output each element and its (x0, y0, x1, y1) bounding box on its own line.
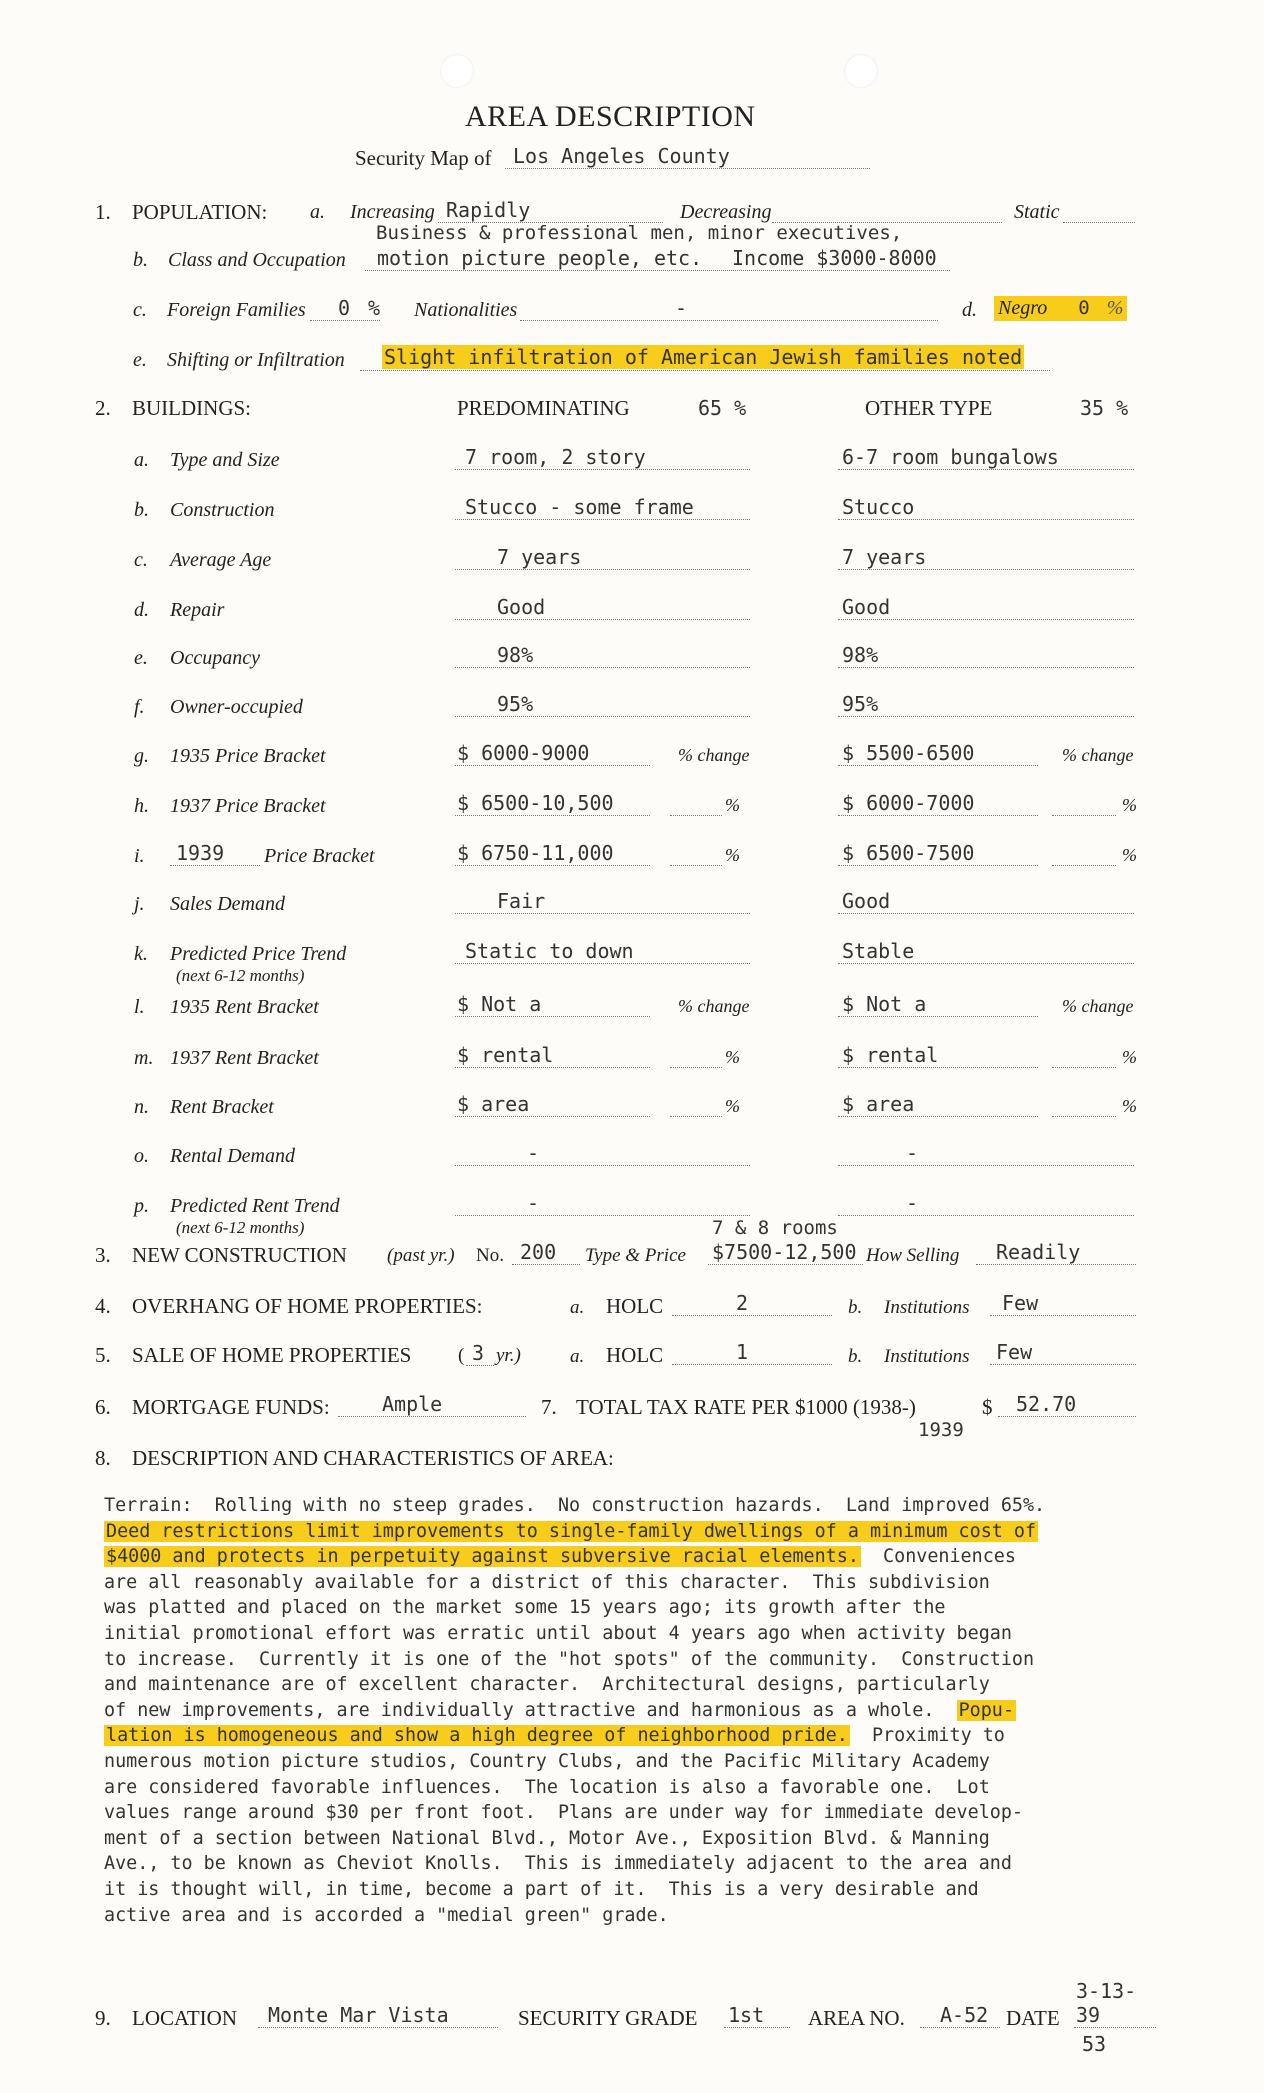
building-row-letter: p. (134, 1195, 149, 1217)
how-selling-value: Readily (996, 1240, 1081, 1264)
building-row-pred-field (455, 791, 650, 816)
building-row-other-suffix: % (1122, 795, 1137, 815)
shifting-label: Shifting or Infiltration (167, 349, 345, 371)
type-note: 7 & 8 rooms (712, 1217, 838, 1239)
building-row-label-field (170, 841, 260, 866)
description-line (104, 1775, 1164, 1801)
building-row-pred-suffix: % (725, 1096, 740, 1116)
description-text-run: numerous motion picture studios, Country Clubs, and the Pacific Military Academy (104, 1750, 990, 1772)
location-value: Monte Mar Vista (268, 2003, 449, 2027)
how-selling-field (976, 1240, 1136, 1265)
tax-year-note: 1939 (918, 1419, 964, 1441)
description-line (104, 1647, 1164, 1673)
building-row-other-suffix: % (1122, 1096, 1137, 1116)
building-row-other-field (838, 841, 1038, 866)
overhang-num: 4. (95, 1294, 111, 1318)
description-highlight: $4000 and protects in perpetuity against subversive racial elements. (106, 1546, 859, 1568)
building-row-other-field (838, 1191, 1134, 1216)
description-line (104, 1800, 1164, 1826)
building-row-label: Type and Size (170, 449, 280, 471)
punch-hole-right (844, 54, 878, 88)
new-construction-label: NEW CONSTRUCTION (132, 1243, 347, 1267)
building-row-other-value: Good (842, 595, 891, 619)
description-line (104, 1826, 1164, 1852)
building-row-label: 1937 Rent Bracket (170, 1047, 319, 1069)
building-row-pred-field (455, 992, 650, 1017)
building-row-other-field (838, 1043, 1038, 1068)
nationalities-field (520, 296, 938, 321)
building-row-other-value: - (906, 1141, 919, 1165)
location-num: 9. (95, 2006, 111, 2030)
static-field (1063, 198, 1135, 223)
building-row-pred-value: 98% (497, 643, 534, 667)
building-row-pred-value: Good (497, 595, 546, 619)
description-line (104, 1698, 1164, 1724)
building-row-pred-value: $ 6750-11,000 (457, 841, 614, 865)
description-line (104, 1851, 1164, 1877)
building-row-pred-field (455, 495, 750, 520)
population-label: POPULATION: (132, 200, 268, 224)
other-type-label: OTHER TYPE (865, 396, 993, 420)
description-text (104, 1493, 1164, 1928)
building-row-letter: g. (134, 745, 149, 767)
building-row-pred-field (455, 445, 750, 470)
description-text-run: it is thought will, in time, become a part of it. This is a very desirable and (104, 1878, 979, 1900)
nationalities-label: Nationalities (414, 299, 518, 321)
tax-field (998, 1392, 1136, 1417)
building-row-other-value: $ 5500-6500 (842, 741, 975, 765)
building-row-letter: i. (134, 845, 145, 867)
building-row-other-suffix: % change (1062, 996, 1134, 1016)
population-e-letter: e. (133, 349, 147, 371)
sale-yr-field (466, 1341, 494, 1366)
sale-yr-value: 3 (472, 1341, 485, 1365)
building-row-pred-field (455, 545, 750, 570)
building-row-letter: b. (134, 499, 149, 521)
building-row-pred-change-field (670, 1043, 722, 1068)
building-row-other-change-field (1052, 1043, 1116, 1068)
description-num: 8. (95, 1446, 111, 1470)
sale-inst-field (990, 1340, 1136, 1365)
security-map-field (505, 144, 870, 169)
description-line (104, 1519, 1164, 1545)
building-row-other-value: Good (842, 889, 891, 913)
negro-highlight (994, 296, 1127, 321)
sale-yr-close: yr.) (496, 1345, 521, 1366)
building-row-pred-field (455, 692, 750, 717)
description-text-run: Proximity to (849, 1725, 1005, 1747)
description-text-run: are considered favorable influences. The location is also a favorable one. Lot (104, 1776, 990, 1798)
sale-b-letter: b. (848, 1346, 863, 1367)
building-row-other-field (838, 889, 1134, 914)
static-label: Static (1014, 201, 1060, 223)
description-text-run: and maintenance are of excellent character. Architectural designs, particularly (104, 1674, 990, 1696)
building-row-other-field (838, 939, 1134, 964)
building-row-other-field (838, 692, 1134, 717)
building-row-pred-suffix: % (725, 845, 740, 865)
building-row-pred-suffix: % change (678, 996, 750, 1016)
description-text-run: active area and is accorded a "medial green" grade. (104, 1904, 669, 1926)
building-row-other-value: 7 years (842, 545, 927, 569)
overhang-inst-field (990, 1291, 1136, 1316)
building-row-other-value: 98% (842, 643, 879, 667)
building-row-label: Sales Demand (170, 893, 285, 915)
punch-hole-left (440, 54, 474, 88)
description-text-run: ment of a section between National Blvd., Motor Ave., Exposition Blvd. & Manning (104, 1827, 990, 1849)
building-row-pred-value: 7 room, 2 story (465, 445, 646, 469)
building-row-letter: m. (134, 1047, 154, 1069)
building-row-label: Rental Demand (170, 1145, 295, 1167)
tax-value: 52.70 (1016, 1392, 1077, 1416)
description-text-run: of new improvements, are individually attractive and harmonious as a whole. (104, 1699, 957, 1721)
building-row-other-suffix: % change (1062, 745, 1134, 765)
building-row-pred-field (455, 741, 650, 766)
class-note: Business & professional men, minor executives, (376, 222, 903, 244)
new-construction-no-field (512, 1240, 580, 1265)
overhang-label: OVERHANG OF HOME PROPERTIES: (132, 1294, 483, 1318)
building-row-label: Average Age (170, 549, 272, 571)
building-row-pred-field (455, 1141, 750, 1166)
building-row-label: 1937 Price Bracket (170, 795, 326, 817)
how-selling-label: How Selling (866, 1245, 960, 1266)
description-text-run: are all reasonably available for a district of this character. This subdivision (104, 1571, 990, 1593)
description-line (104, 1723, 1164, 1749)
income-value: Income $3000-8000 (732, 246, 937, 270)
building-row-label: Construction (170, 499, 275, 521)
building-row-other-field (838, 495, 1134, 520)
price-value: $7500-12,500 (712, 1240, 857, 1264)
security-grade-label: SECURITY GRADE (518, 2006, 698, 2030)
description-text-run: was platted and placed on the market some 15 years ago; its growth after the (104, 1597, 946, 1619)
building-row-other-suffix: % (1122, 1047, 1137, 1067)
description-text-run: Terrain: Rolling with no steep grades. No construction hazards. Land improved 65%. (104, 1495, 1046, 1516)
building-row-pred-value: $ 6000-9000 (457, 741, 590, 765)
building-row-label-note: (next 6-12 months) (176, 1218, 305, 1237)
description-highlight: lation is homogeneous and show a high degree of neighborhood pride. (106, 1725, 848, 1747)
area-no-label: AREA NO. (808, 2006, 905, 2030)
building-row-other-field (838, 595, 1134, 620)
building-row-label-value: 1939 (176, 841, 225, 865)
date-field (1074, 1979, 1156, 2028)
overhang-holc-value: 2 (736, 1291, 749, 1315)
population-c-letter: c. (133, 299, 147, 321)
building-row-other-field (838, 1141, 1134, 1166)
description-line (104, 1621, 1164, 1647)
building-row-other-field (838, 643, 1134, 668)
negro-pct: % (1106, 297, 1124, 319)
building-row-label: 1935 Rent Bracket (170, 996, 319, 1018)
description-text-run: Conveniences (860, 1546, 1016, 1568)
new-construction-num: 3. (95, 1243, 111, 1267)
sale-holc-field (672, 1340, 832, 1365)
building-row-other-suffix: % (1122, 845, 1137, 865)
building-row-letter: h. (134, 795, 149, 817)
building-row-pred-suffix: % (725, 1047, 740, 1067)
building-row-letter: l. (134, 996, 145, 1018)
class-value: motion picture people, etc. (377, 246, 703, 270)
building-row-other-value: - (906, 1191, 919, 1215)
sale-yr-open: ( (458, 1345, 465, 1366)
population-num: 1. (95, 200, 111, 224)
building-row-other-value: Stucco (842, 495, 915, 519)
new-construction-no-value: 200 (520, 1240, 557, 1264)
building-row-pred-field (455, 1092, 650, 1117)
building-row-label-note: (next 6-12 months) (176, 966, 305, 985)
description-line (104, 1570, 1164, 1596)
building-row-pred-change-field (670, 841, 722, 866)
building-row-other-field (838, 445, 1134, 470)
page-title: AREA DESCRIPTION (465, 100, 756, 133)
building-row-pred-field (455, 841, 650, 866)
tax-dollar: $ (982, 1395, 993, 1419)
increasing-field (438, 198, 663, 223)
overhang-a-letter: a. (570, 1297, 585, 1318)
area-no-value: A-52 (940, 2003, 989, 2027)
decreasing-field (772, 198, 1002, 223)
mortgage-num: 6. (95, 1395, 111, 1419)
date-value: 3-13-39 (1076, 1979, 1137, 2027)
type-price-label: Type & Price (585, 1245, 686, 1266)
building-row-pred-value: Stucco - some frame (465, 495, 694, 519)
location-field (258, 2003, 498, 2028)
building-row-pred-suffix: % (725, 795, 740, 815)
building-row-other-value: $ 6000-7000 (842, 791, 975, 815)
building-row-other-field (838, 545, 1134, 570)
description-text-run: values range around $30 per front foot. Plans are under way for immediate develop- (104, 1802, 1023, 1824)
overhang-holc-label: HOLC (606, 1294, 664, 1318)
building-row-other-field (838, 992, 1038, 1017)
security-map-value: Los Angeles County (513, 144, 730, 168)
predominating-label: PREDOMINATING (457, 396, 630, 420)
population-a-letter: a. (310, 201, 325, 223)
description-line (104, 1672, 1164, 1698)
description-text-run: Ave., to be known as Cheviot Knolls. This is immediately adjacent to the area and (104, 1853, 1012, 1875)
type-price-field (708, 1240, 863, 1265)
sale-a-letter: a. (570, 1346, 585, 1367)
mortgage-value: Ample (382, 1392, 443, 1416)
description-line (104, 1493, 1164, 1519)
building-row-letter: f. (134, 696, 145, 718)
building-row-label: Price Bracket (264, 845, 375, 867)
sale-inst-value: Few (996, 1340, 1033, 1364)
description-highlight: Popu- (958, 1699, 1014, 1721)
tax-num: 7. (541, 1395, 557, 1419)
description-line (104, 1595, 1164, 1621)
building-row-pred-value: $ Not a (457, 992, 542, 1016)
buildings-label: BUILDINGS: (132, 396, 251, 420)
building-row-letter: d. (134, 599, 149, 621)
building-row-pred-value: 95% (497, 692, 534, 716)
building-row-other-value: Stable (842, 939, 915, 963)
description-line (104, 1877, 1164, 1903)
foreign-field (310, 296, 380, 321)
area-no-field (920, 2003, 1000, 2028)
class-field (365, 246, 950, 271)
overhang-inst-label: Institutions (884, 1297, 970, 1318)
building-row-other-value: 6-7 room bungalows (842, 445, 1059, 469)
sale-inst-label: Institutions (884, 1346, 970, 1367)
building-row-letter: k. (134, 943, 148, 965)
building-row-other-value: $ rental (842, 1043, 939, 1067)
buildings-num: 2. (95, 396, 111, 420)
building-row-pred-change-field (670, 1092, 722, 1117)
other-type-pct: 35 % (1080, 396, 1129, 420)
sale-holc-label: HOLC (606, 1343, 664, 1367)
building-row-pred-value: - (527, 1141, 540, 1165)
description-highlight: Deed restrictions limit improvements to single-family dwellings of a minimum cost of (106, 1520, 1037, 1542)
building-row-label: Predicted Price Trend (170, 943, 347, 965)
building-row-letter: e. (134, 647, 148, 669)
building-row-pred-value: 7 years (497, 545, 582, 569)
mortgage-field (338, 1392, 526, 1417)
building-row-letter: a. (134, 449, 149, 471)
mortgage-label: MORTGAGE FUNDS: (132, 1395, 330, 1419)
increasing-value: Rapidly (446, 198, 531, 222)
decreasing-label: Decreasing (680, 201, 772, 223)
negro-label: Negro (998, 297, 1048, 319)
building-row-other-value: $ Not a (842, 992, 927, 1016)
foreign-value: 0 (338, 296, 351, 320)
building-row-other-field (838, 741, 1038, 766)
building-row-pred-value: $ 6500-10,500 (457, 791, 614, 815)
building-row-other-value: 95% (842, 692, 879, 716)
building-row-other-field (838, 791, 1038, 816)
population-b-letter: b. (133, 249, 148, 271)
building-row-pred-field (455, 643, 750, 668)
description-text-run: initial promotional effort was erratic until about 4 years ago when activity began (104, 1622, 1012, 1644)
increasing-label: Increasing (350, 201, 435, 223)
foreign-pct: % (368, 296, 381, 320)
population-d-letter: d. (962, 299, 977, 321)
building-row-pred-field (455, 1043, 650, 1068)
building-row-letter: n. (134, 1096, 149, 1118)
building-row-other-field (838, 1092, 1038, 1117)
building-row-other-change-field (1052, 841, 1116, 866)
building-row-other-change-field (1052, 1092, 1116, 1117)
building-row-pred-field (455, 1191, 750, 1216)
building-row-label: Occupancy (170, 647, 260, 669)
building-row-pred-value: $ area (457, 1092, 530, 1116)
sale-num: 5. (95, 1343, 111, 1367)
building-row-pred-field (455, 595, 750, 620)
building-row-label: Predicted Rent Trend (170, 1195, 340, 1217)
building-row-letter: c. (134, 549, 148, 571)
building-row-label: Repair (170, 599, 225, 621)
overhang-holc-field (672, 1291, 832, 1316)
new-construction-past-yr: (past yr.) (387, 1245, 455, 1266)
shifting-value: Slight infiltration of American Jewish families noted (384, 345, 1023, 369)
building-row-label: Owner-occupied (170, 696, 303, 718)
building-row-label: 1935 Price Bracket (170, 745, 326, 767)
security-grade-field (724, 2003, 790, 2028)
negro-value: 0 (1078, 297, 1090, 319)
building-row-other-value: $ area (842, 1092, 915, 1116)
overhang-inst-value: Few (1002, 1291, 1039, 1315)
overhang-b-letter: b. (848, 1297, 863, 1318)
building-row-pred-suffix: % change (678, 745, 750, 765)
building-row-letter: j. (134, 893, 145, 915)
sale-holc-value: 1 (736, 1340, 749, 1364)
date-label: DATE (1006, 2006, 1060, 2030)
building-row-pred-value: Fair (497, 889, 546, 913)
building-row-pred-field (455, 889, 750, 914)
security-map-label: Security Map of (355, 146, 492, 170)
description-line (104, 1544, 1164, 1570)
building-row-letter: o. (134, 1145, 149, 1167)
sale-label: SALE OF HOME PROPERTIES (132, 1343, 412, 1367)
class-label: Class and Occupation (168, 249, 346, 271)
description-text-run: to increase. Currently it is one of the "hot spots" of the community. Construction (104, 1648, 1035, 1670)
description-line (104, 1903, 1164, 1929)
building-row-label: Rent Bracket (170, 1096, 274, 1118)
building-row-pred-value: $ rental (457, 1043, 554, 1067)
building-row-other-change-field (1052, 791, 1116, 816)
foreign-label: Foreign Families (167, 299, 306, 321)
nationalities-value: - (675, 296, 688, 320)
building-row-pred-change-field (670, 791, 722, 816)
description-line (104, 1749, 1164, 1775)
location-label: LOCATION (132, 2006, 237, 2030)
shifting-field (360, 346, 1050, 371)
tax-label: TOTAL TAX RATE PER $1000 (1938-) (576, 1395, 916, 1419)
new-construction-no-label: No. (476, 1245, 504, 1266)
building-row-pred-field (455, 939, 750, 964)
building-row-pred-value: - (527, 1191, 540, 1215)
description-label: DESCRIPTION AND CHARACTERISTICS OF AREA: (132, 1446, 614, 1470)
page-number: 53 (1082, 2032, 1107, 2056)
building-row-pred-value: Static to down (465, 939, 634, 963)
building-row-other-value: $ 6500-7500 (842, 841, 975, 865)
security-grade-value: 1st (728, 2003, 765, 2027)
predominating-pct: 65 % (698, 396, 747, 420)
